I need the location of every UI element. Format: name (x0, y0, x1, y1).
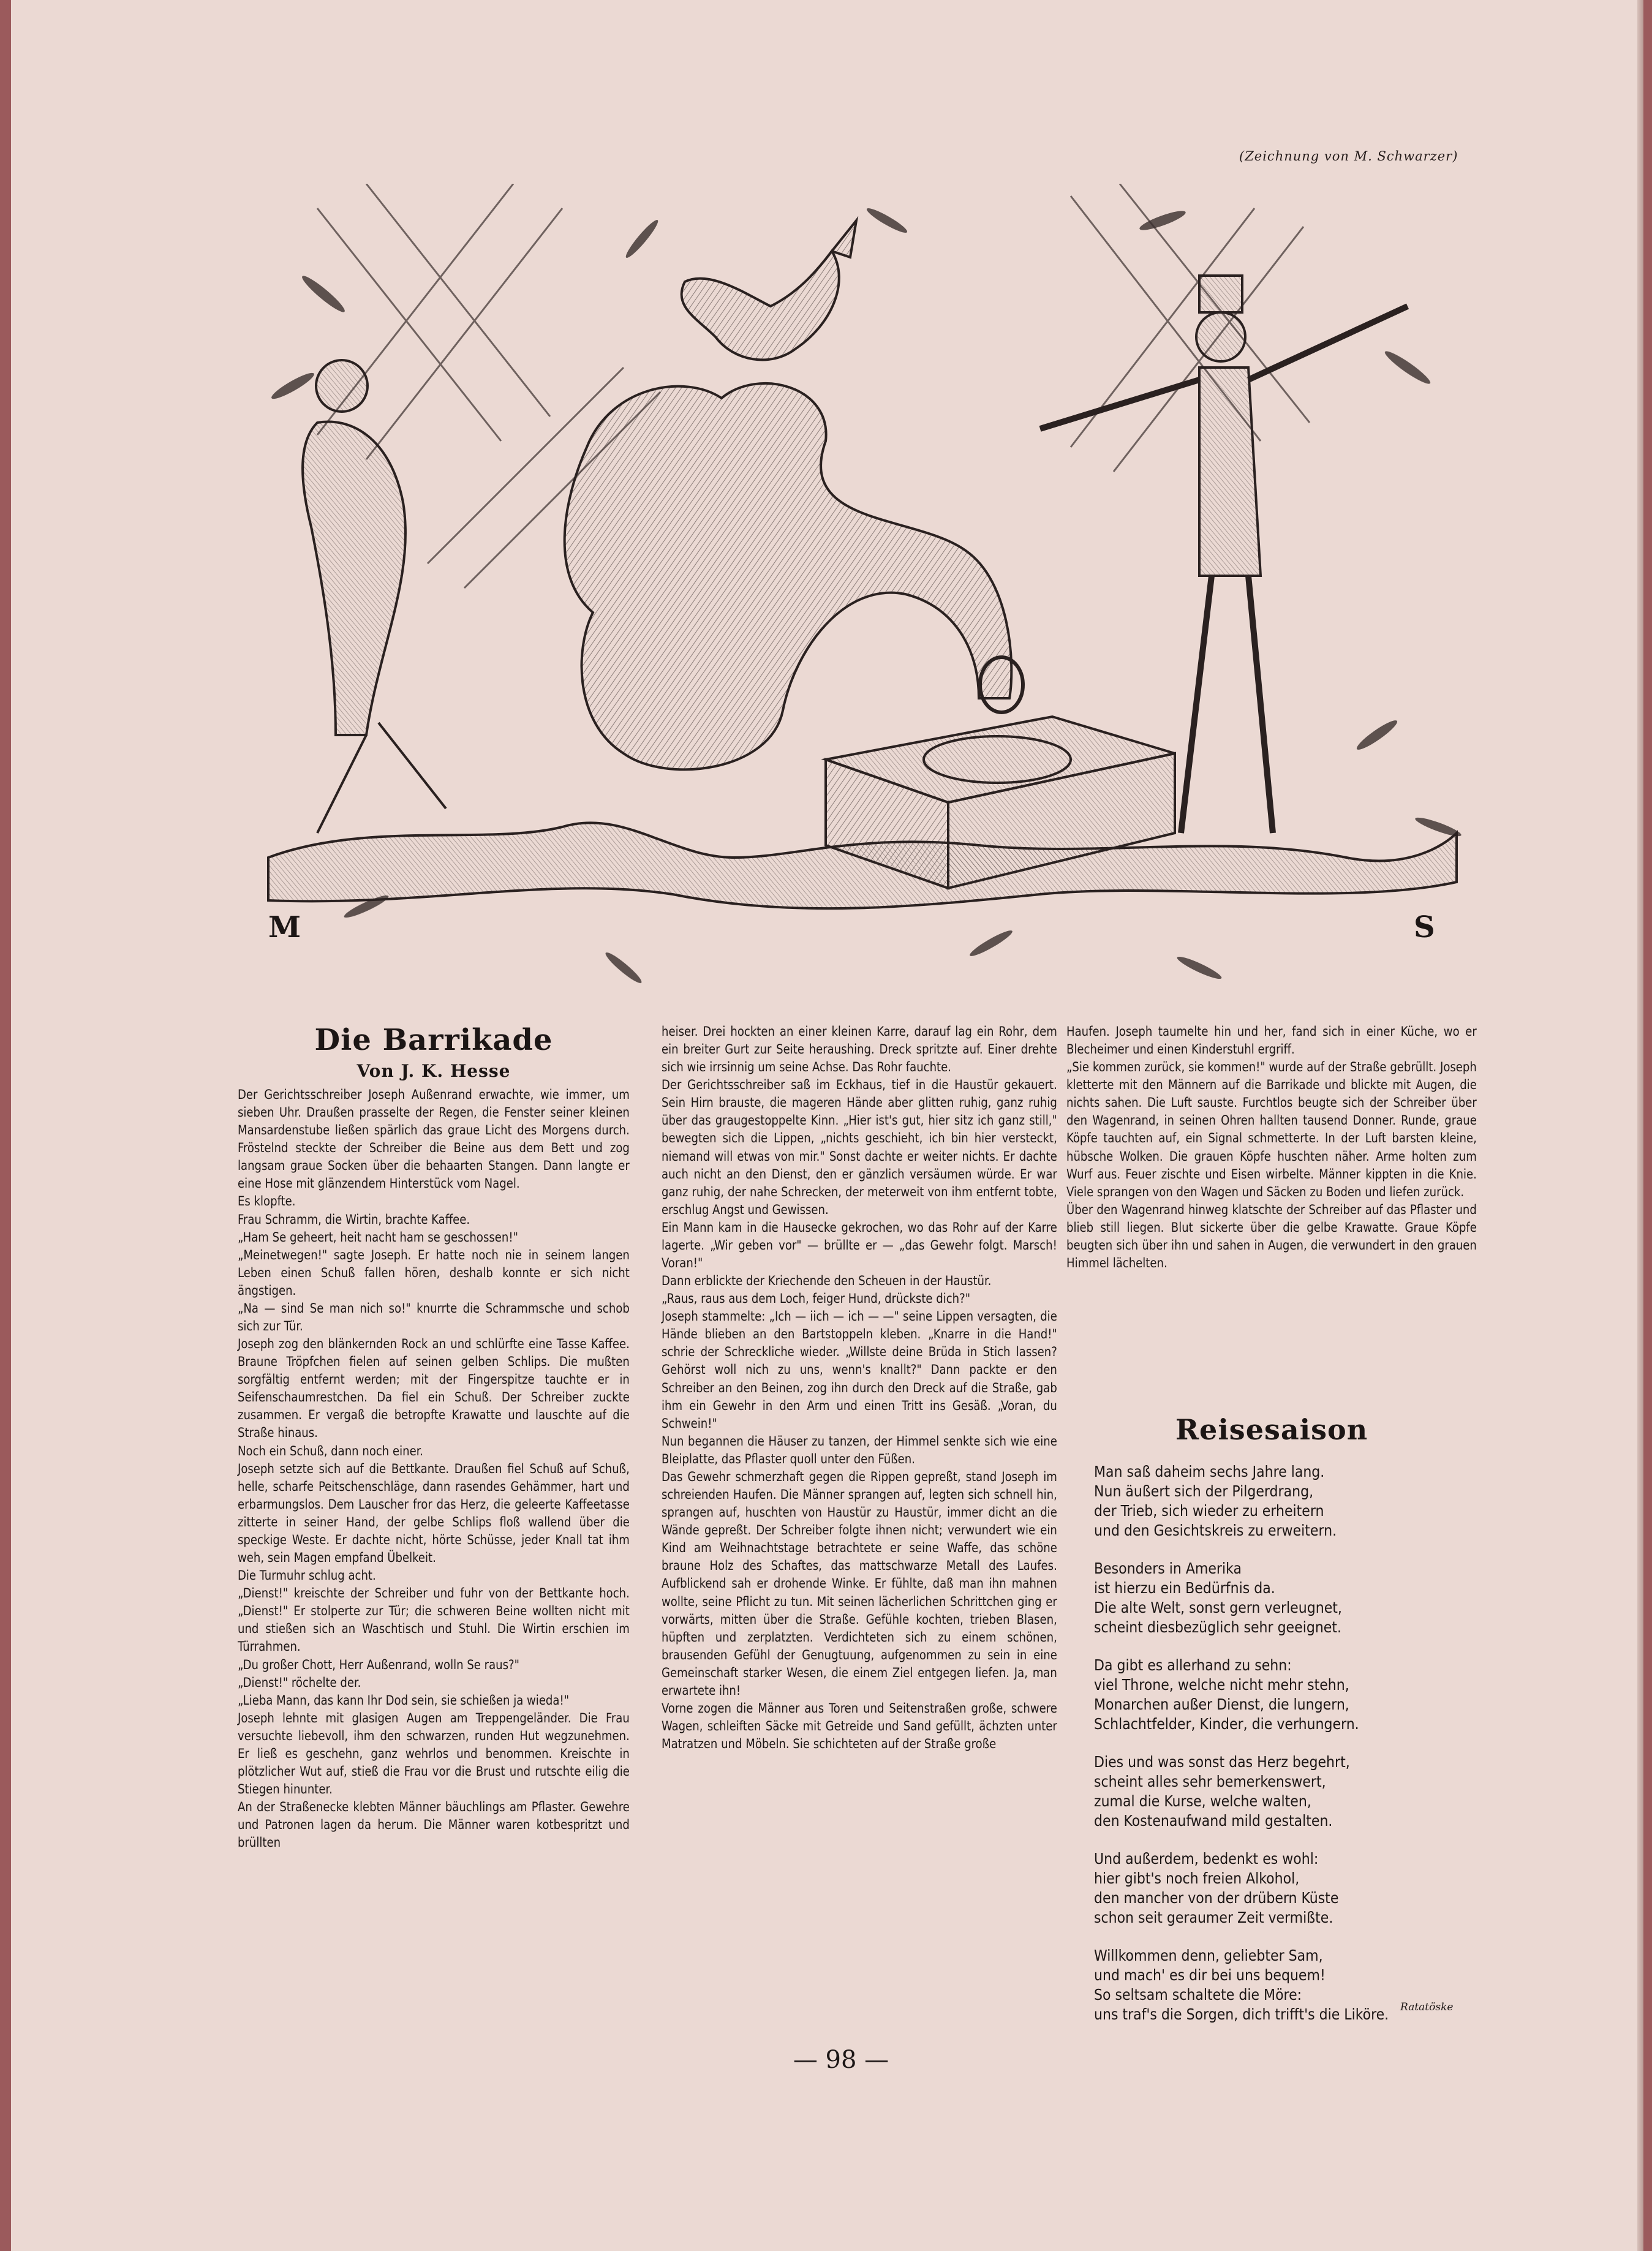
poem-stanza (1094, 1462, 1468, 1540)
poem-line: Monarchen außer Dienst, die lungern, (1094, 1695, 1349, 1713)
poem-line: Nun äußert sich der Pilgerdrang, (1094, 1482, 1314, 1500)
poem-line: Dies und was sonst das Herz begehrt, (1094, 1753, 1350, 1771)
poem-line: Man saß daheim sechs Jahre lang. (1094, 1463, 1325, 1480)
bird (682, 221, 856, 360)
poem-line: Die alte Welt, sonst gern verleugnet, (1094, 1599, 1342, 1616)
story-column-3 (1066, 1023, 1477, 1272)
poem-stanza (1094, 1849, 1468, 1928)
poem-line: Da gibt es allerhand zu sehn: (1094, 1656, 1292, 1674)
poem-line: und den Gesichtskreis zu erweitern. (1094, 1521, 1337, 1539)
poem-line: den mancher von der drübern Küste (1094, 1889, 1339, 1907)
poem-line: Besonders in Amerika (1094, 1559, 1242, 1577)
story-text-column-2: heiser. Drei hockten an einer kleinen Karre, darauf lag ein Rohr, dem ein breiter Gurt zur Seite heraushing. Dreck spritzte auf. Einer drehte sich wie irrsinnig um seine Achse. Das Rohr fauchte. Der Gerichtsschreiber saß im Eckhaus, tief in die Haustür gekauert. Sein Hirn brauste, die mageren Hände aber glitten ruhig, ganz ruhig über das graugestoppelte Kinn. „Hier ist's gut, hier sitz ich ganz still," bewegten sich die Lippen, „nichts geschieht, ich bin hier versteckt, niemand will etwas von mir." Sonst dachte er weiter nichts. Er dachte auch nicht an den Dienst, den er gänzlich versäumen würde. Er war ganz ruhig, der nahe Schrecken, der meterweit von ihm entfernt tobte, erschlug Angst und Gewissen. Ein Mann kam in die Hausecke gekrochen, wo das Rohr auf der Karre lagerte. „Wir geben vor" — brüllte er — „das Gewehr folgt. Marsch! Voran!" Dann erblickte der Kriechende den Scheuen in der Haustür. „Raus, raus aus dem Loch, feiger Hund, drückste dich?" Joseph stammelte: „Ich — iich — ich — —" seine Lippen versagten, die Hände blieben an den Bartstoppeln kleben. „Knarre in die Hand!" schrie der Schreckliche wieder. „Willste deine Brüda in Stich lassen? Gehörst woll nich zu uns, wenn's knallt?" Dann packte er den Schreiber an den Beinen, zog ihn durch den Dreck auf die Straße, gab ihm ein Gewehr in den Arm und einen Tritt ins Gesäß. „Voran, du Schwein!" Nun begannen die Häuser zu tanzen, der Himmel senkte sich wie eine Bleiplatte, das Pflaster quoll unter den Füßen. Das Gewehr schmerzhaft gegen die Rippen gepreßt, stand Joseph im schreienden Haufen. Die Männer sprangen auf, legten sich schnell hin, sprangen auf, huschten von Haustür zu Haustür, immer dicht an die Wände gepreßt. Der Schreiber folgte ihnen nicht; verwundert wie ein Kind am Weihnachtstage betrachtete er seine Waffe, das schöne braune Holz des Schaftes, das mattschwarze Metall des Laufes. Aufblickend sah er drohende Winke. Er fühlte, daß man ihn mahnen wollte, seine Pflicht zu tun. Mit seinen lächerlichen Schrittchen ging er vorwärts, mitten über die Straße. Gefühle kochten, trieben Blasen, hüpften und zerplatzten. Verdichteten sich zu einem schönen, brausenden Gefühl der Genugtuung, aufgenommen zu sein in eine Gemeinschaft starker Wesen, die einem Ziel entgegen liefen. Ja, man erwartete ihn! Vorne zogen die Männer aus Toren und Seitenstraßen große, schwere Wagen, schleiften Säcke mit Getreide und Sand gefüllt, ächzten unter Matratzen und Möbeln. Sie schichteten auf der Straße große (662, 1024, 1057, 1752)
poem-line: Willkommen denn, geliebter Sam, (1094, 1947, 1323, 1964)
gramophone-illustration (244, 184, 1463, 998)
story-column-2 (662, 1023, 1057, 1753)
poem (1094, 1462, 1468, 2043)
woman-dancer (303, 360, 446, 833)
poem-line: zumal die Kurse, welche walten, (1094, 1792, 1311, 1810)
poem-line: und mach' es dir bei uns bequem! (1094, 1966, 1326, 1984)
illustration-credit: (Zeichnung von M. Schwarzer) (1239, 149, 1458, 164)
story-text-column-3: Haufen. Joseph taumelte hin und her, fand sich in einer Küche, wo er Blecheimer und einen Kinderstuhl ergriff. „Sie kommen zurück, sie kommen!" wurde auf der Straße gebrüllt. Joseph kletterte mit den Männern auf die Barrikade und blickte mit Augen, die nichts sahen. Die Luft sauste. Furchtlos beugte sich der Schreiber über den Wagenrand, in seinen Ohren hallten tausend Donner. Runde, graue Köpfe tauchten auf, ein Signal schmetterte. In der Luft barsten kleine, hübsche Wolken. Die grauen Köpfe huschten näher. Arme holten zum Wurf aus. Feuer zischte und Eisen wirbelte. Männer kippten in die Knie. Viele sprangen von den Wagen und Säcken zu Boden und liefen zurück. Über den Wagenrand hinweg klatschte der Schreiber auf das Pflaster und blieb still liegen. Blut sickerte über die gelbe Krawatte. Graue Köpfe beugten sich über ihn und sahen in Augen, die verwundert in den grauen Himmel lächelten. (1066, 1024, 1477, 1272)
story-text-column-1: Der Gerichtsschreiber Joseph Außenrand erwachte, wie immer, um sieben Uhr. Draußen prasselte der Regen, die Fenster seiner kleinen Mansardenstube ließen spärlich das graue Licht des Morgens durch. Fröstelnd steckte der Schreiber die Beine aus dem Bett und zog langsam graue Socken über die behaarten Stangen. Dann langte er eine Hose mit glänzendem Hinterstück vom Nagel. Es klopfte. Frau Schramm, die Wirtin, brachte Kaffee. „Ham Se geheert, heit nacht ham se geschossen!" „Meinetwegen!" sagte Joseph. Er hatte noch nie in seinem langen Leben einen Schuß fallen hören, deshalb konnte er sich nicht ängstigen. „Na — sind Se man nich so!" knurrte die Schrammsche und schob sich zur Tür. Joseph zog den blänkernden Rock an und schlürfte eine Tasse Kaffee. Braune Tröpfchen fielen auf seinen gelben Schlips. Die mußten sorgfältig entfernt werden; mit der Fingerspitze tauchte er in Seifenschaumrestchen. Da fiel ein Schuß. Der Schreiber zuckte zusammen. Er vergaß die betropfte Krawatte und lauschte auf die Straße hinaus. Noch ein Schuß, dann noch einer. Joseph setzte sich auf die Bettkante. Draußen fiel Schuß auf Schuß, helle, scharfe Peitschenschläge, dann rasendes Gehämmer, hart und erbarmungslos. Dem Lauscher fror das Herz, die geleerte Kaffeetasse zitterte in seiner Hand, der gelbe Schlips floß wallend über die speckige Weste. Er dachte nicht, hörte Schüsse, jeder Knall tat ihm weh, sein Magen empfand Übelkeit. Die Turmuhr schlug acht. „Dienst!" kreischte der Schreiber und fuhr von der Bettkante hoch. „Dienst!" Er stolperte zur Tür; die schweren Beine wollten nicht mit und stießen sich an Waschtisch und Stuhl. Die Wirtin erschien im Türrahmen. „Du großer Chott, Herr Außenrand, wolln Se raus?" „Dienst!" röchelte der. „Lieba Mann, das kann Ihr Dod sein, sie schießen ja wieda!" Joseph lehnte mit glasigen Augen am Treppengeländer. Die Frau versuchte liebevoll, ihm den schwarzen, runden Hut wegzunehmen. Er ließ es geschehn, ganz wehrlos und benommen. Kreischte in plötzlicher Wut auf, stieß die Frau vor die Brust und rutschte eilig die Stiegen hinunter. An der Straßenecke klebten Männer bäuchlings am Pflaster. Gewehre und Patronen lagen da herum. Die Männer waren kotbespritzt und brüllten (238, 1087, 630, 1851)
poem-line: ist hierzu ein Bedürfnis da. (1094, 1579, 1275, 1597)
poem-line: viel Throne, welche nicht mehr stehn, (1094, 1676, 1349, 1694)
magazine-page (11, 0, 1643, 2251)
poem-title: Reisesaison (1175, 1413, 1368, 1446)
poem-line: Schlachtfelder, Kinder, die verhungern. (1094, 1715, 1359, 1733)
poem-line: hier gibt's noch freien Alkohol, (1094, 1869, 1300, 1887)
page-edge (1637, 0, 1643, 2251)
poem-line: den Kostenaufwand mild gestalten. (1094, 1812, 1333, 1830)
poem-line: schon seit geraumer Zeit vermißte. (1094, 1909, 1333, 1926)
story-title: Die Barrikade (314, 1023, 553, 1057)
poem-stanza (1094, 1656, 1468, 1734)
monogram-s: S (1414, 910, 1435, 945)
poem-stanza (1094, 1559, 1468, 1637)
poem-stanza (1094, 1752, 1468, 1831)
poem-line: scheint alles sehr bemerkenswert, (1094, 1773, 1326, 1790)
poem-line: uns traf's die Sorgen, dich trifft's die Liköre. (1094, 2005, 1389, 2023)
story-column-1 (238, 1023, 630, 1852)
poem-line: scheint diesbezüglich sehr geeignet. (1094, 1618, 1341, 1636)
page-number: — 98 — (793, 2046, 889, 2074)
poem-line: Und außerdem, bedenkt es wohl: (1094, 1850, 1319, 1868)
monogram-m: M (268, 910, 301, 945)
poem-line: der Trieb, sich wieder zu erheitern (1094, 1502, 1324, 1520)
gramophone-horn (565, 383, 1023, 769)
poem-signature: Ratatöske (1400, 2001, 1454, 2013)
poem-line: So seltsam schaltete die Möre: (1094, 1986, 1302, 2004)
story-byline: Von J. K. Hesse (356, 1061, 511, 1081)
